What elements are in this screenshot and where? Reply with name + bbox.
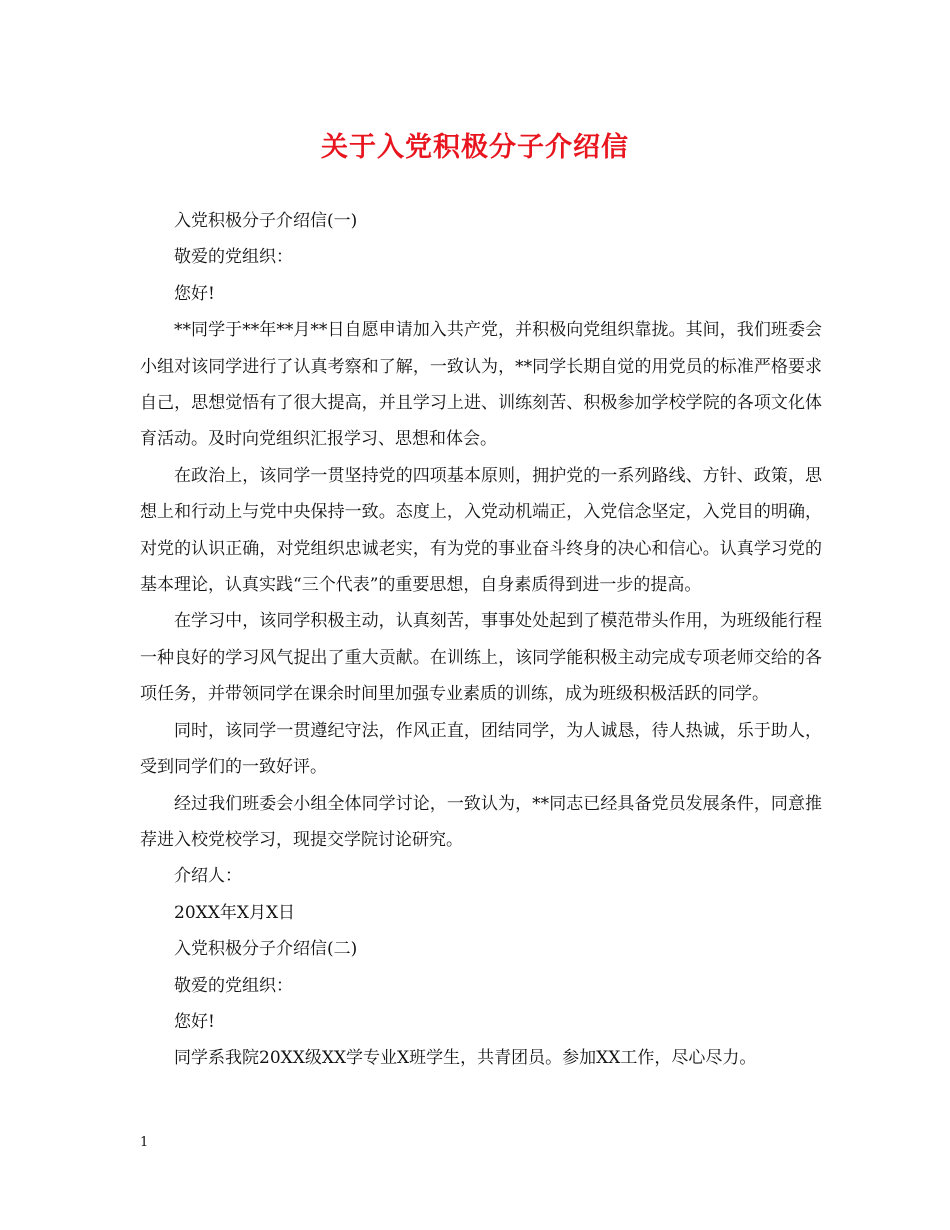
paragraph: 同时，该同学一贯遵纪守法，作风正直，团结同学，为人诚恳，待人热诚，乐于助人，受到同学们的一致好评。 (140, 720, 822, 778)
paragraph: 同学系我院20XX级XX学专业X班学生，共青团员。参加XX工作，尽心尽力。 (174, 1048, 757, 1069)
paragraph: 在学习中，该同学积极主动，认真刻苦，事事处处起到了模范带头作用，为班级能行程一种良好的学习风气捉出了重大贡献。在训练上，该同学能积极主动完成专项老师交给的各项任务，并带领同学在课余时间里加强专业素质的训练，成为班级积极活跃的同学。 (140, 611, 822, 705)
paragraph: 20XX年X月X日 (174, 902, 296, 923)
document-title: 关于入党积极分子介绍信 (321, 132, 629, 163)
paragraph: 敬爱的党组织： (174, 247, 293, 268)
document-body (140, 203, 822, 1077)
paragraph: 入党积极分子介绍信(一) (174, 211, 358, 231)
paragraph: **同学于**年**月**日自愿申请加入共产党，并积极向党组织靠拢。其间，我们班委会小组对该同学进行了认真考察和了解，一致认为，**同学长期自觉的用党员的标准严格要求自己，思想觉悟有了很大提高，并且学习上进、训练刻苦、积极参加学校学院的各项文化体育活动。及时向党组织汇报学习、思想和体会。 (140, 320, 822, 450)
paragraph: 在政治上，该同学一贯坚持党的四项基本原则，拥护党的一系列路线、方针、政策，思想上和行动上与党中央保持一致。态度上，入党动机端正，入党信念坚定，入党目的明确，对党的认识正确，对党组织忠诚老实，有为党的事业奋斗终身的决心和信心。认真学习党的基本理论，认真实践“三个代表”的重要思想，自身素质得到进一步的提高。 (140, 465, 822, 596)
paragraph: 介绍人： (174, 866, 242, 887)
paragraph: 敬爱的党组织： (174, 975, 293, 996)
paragraph: 经过我们班委会小组全体同学讨论，一致认为，**同志已经具备党员发展条件，同意推荐进入校党校学习，现提交学院讨论研究。 (140, 793, 822, 850)
paragraph: 您好! (174, 1011, 215, 1032)
paragraph: 您好! (174, 283, 215, 304)
page-number: 1 (140, 1135, 149, 1150)
paragraph: 入党积极分子介绍信(二) (174, 939, 358, 960)
